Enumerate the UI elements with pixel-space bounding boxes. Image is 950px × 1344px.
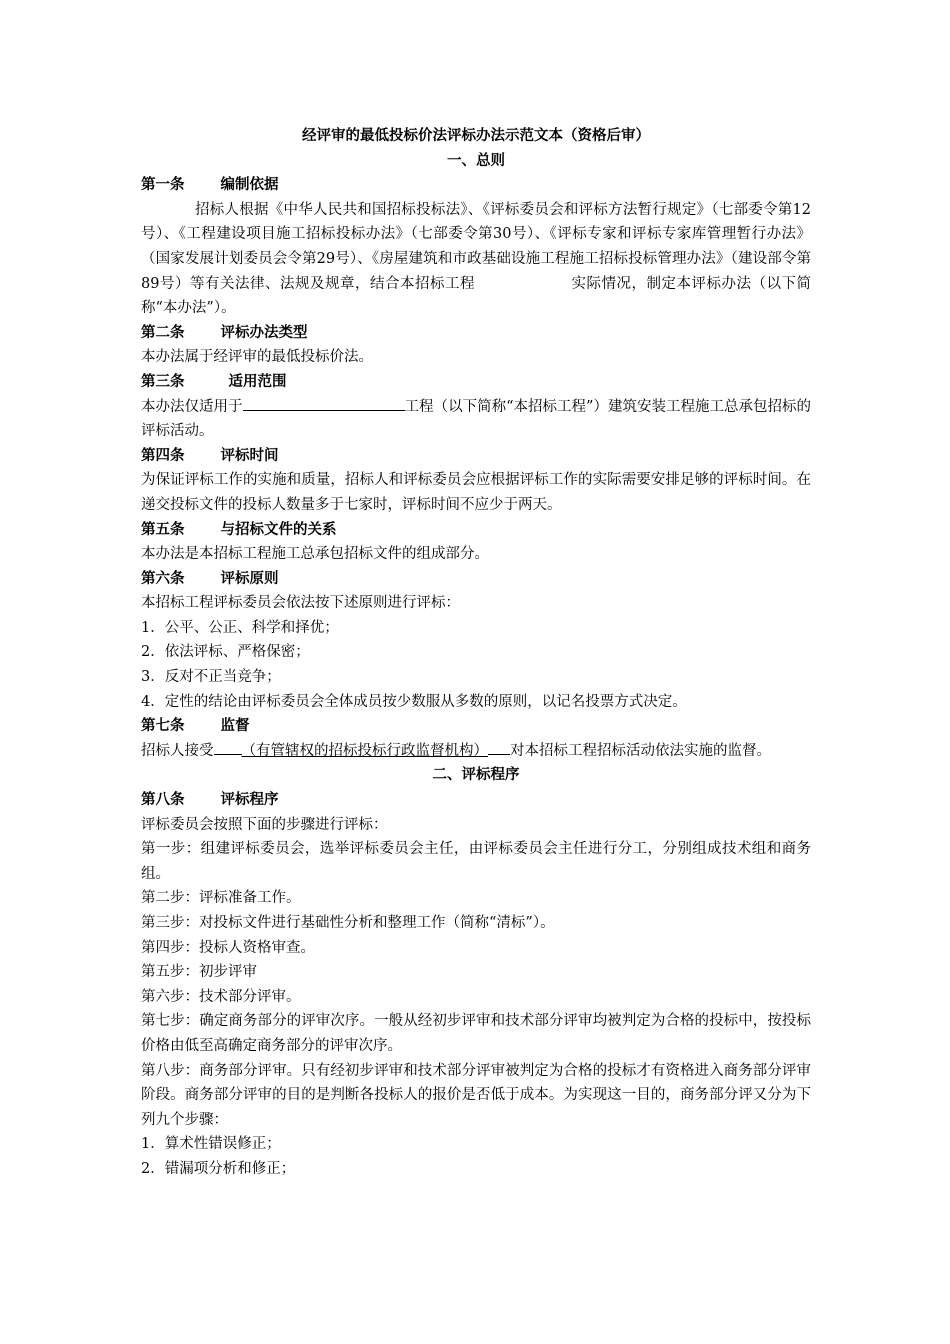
article-7-heading: 第七条 监督 xyxy=(141,718,250,735)
article-3-body: 本办法仅适用于 工程（以下简称“本招标工程”）建筑安装工程施工总承包招标的评标活动。 xyxy=(141,395,811,444)
step-item: 第八步：商务部分评审。只有经初步评审和技术部分评审被判定为合格的投标才有资格进入商务部分评审阶段。商务部分评审的目的是判断各投标人的报价是否低于成本。为实现这一目的，商务部分评又分为下列九个步骤： xyxy=(141,1062,811,1128)
step-item: 第三步：对投标文件进行基础性分析和整理工作（简称“清标”）。 xyxy=(141,915,555,931)
article-6-heading: 第六条 评标原则 xyxy=(141,570,279,587)
step-item: 第七步：确定商务部分的评审次序。一般从经初步评审和技术部分评审均被判定为合格的投标中，按投标价格由低至高确定商务部分的评审次序。 xyxy=(141,1013,811,1054)
list-item: 4．定性的结论由评标委员会全体成员按少数服从多数的原则，以记名投票方式决定。 xyxy=(141,693,687,710)
step-item: 第四步：投标人资格审查。 xyxy=(141,939,315,956)
step-item: 第六步：技术部分评审。 xyxy=(141,988,301,1005)
blank-project-name xyxy=(243,395,405,411)
sub-step-item: 2．错漏项分析和修正； xyxy=(141,1160,296,1177)
article-5-body: 本办法是本招标工程施工总承包招标文件的组成部分。 xyxy=(141,546,489,563)
article-6-body: 本招标工程评标委员会依法按下述原则进行评标： xyxy=(141,595,460,612)
section-heading-procedure: 二、评标程序 xyxy=(432,767,520,784)
section-heading-general: 一、总则 xyxy=(447,152,505,169)
step-item: 第二步：评标准备工作。 xyxy=(141,890,301,907)
document-page xyxy=(141,124,811,1182)
article-2-body: 本办法属于经评审的最低投标价法。 xyxy=(141,349,373,366)
article-4-heading: 第四条 评标时间 xyxy=(141,447,279,464)
list-item: 3．反对不正当竞争； xyxy=(141,669,281,686)
step-item: 第五步：初步评审 xyxy=(141,964,257,981)
step-item: 第一步：组建评标委员会，选举评标委员会主任，由评标委员会主任进行分工，分别组成技术组和商务组。 xyxy=(141,841,811,882)
article-1-heading: 第一条 编制依据 xyxy=(141,177,279,194)
article-2-heading: 第二条 评标办法类型 xyxy=(141,324,308,341)
list-item: 2．依法评标、严格保密； xyxy=(141,644,310,661)
article-5-heading: 第五条 与招标文件的关系 xyxy=(141,521,337,538)
document-title: 经评审的最低投标价法评标办法示范文本（资格后审） xyxy=(302,128,650,144)
supervision-agency-blank: （有管辖权的招标投标行政监督机构） xyxy=(241,742,488,759)
article-3-heading: 第三条 适用范围 xyxy=(141,373,287,390)
article-7-body: 招标人接受 （有管辖权的招标投标行政监督机构） 对本招标工程招标活动依法实施的监督。 xyxy=(141,739,811,764)
article-8-body: 评标委员会按照下面的步骤进行评标： xyxy=(141,816,388,833)
article-4-body: 为保证评标工作的实施和质量，招标人和评标委员会应根据评标工作的实际需要安排足够的评标时间。在递交投标文件的投标人数量多于七家时，评标时间不应少于两天。 xyxy=(141,472,811,513)
list-item: 1．公平、公正、科学和择优； xyxy=(141,619,339,636)
article-8-heading: 第八条 评标程序 xyxy=(141,792,279,809)
article-1-body: 招标人根据《中华人民共和国招标投标法》、《评标委员会和评标方法暂行规定》（七部委令第12号）、《工程建设项目施工招标投标办法》（七部委令第30号）、《评标专家和评标专家库管理暂行办法》（国家发展计划委员会令第29号）、《房屋建筑和市政基础设施工程施工招标投标管理办法》（建设部令第89号）等有关法律、法规及规章，结合本招标工程 实际情况，制定本评标办法（以下简称“本办法”）。 xyxy=(141,201,812,317)
sub-step-item: 1．算术性错误修正； xyxy=(141,1136,281,1153)
